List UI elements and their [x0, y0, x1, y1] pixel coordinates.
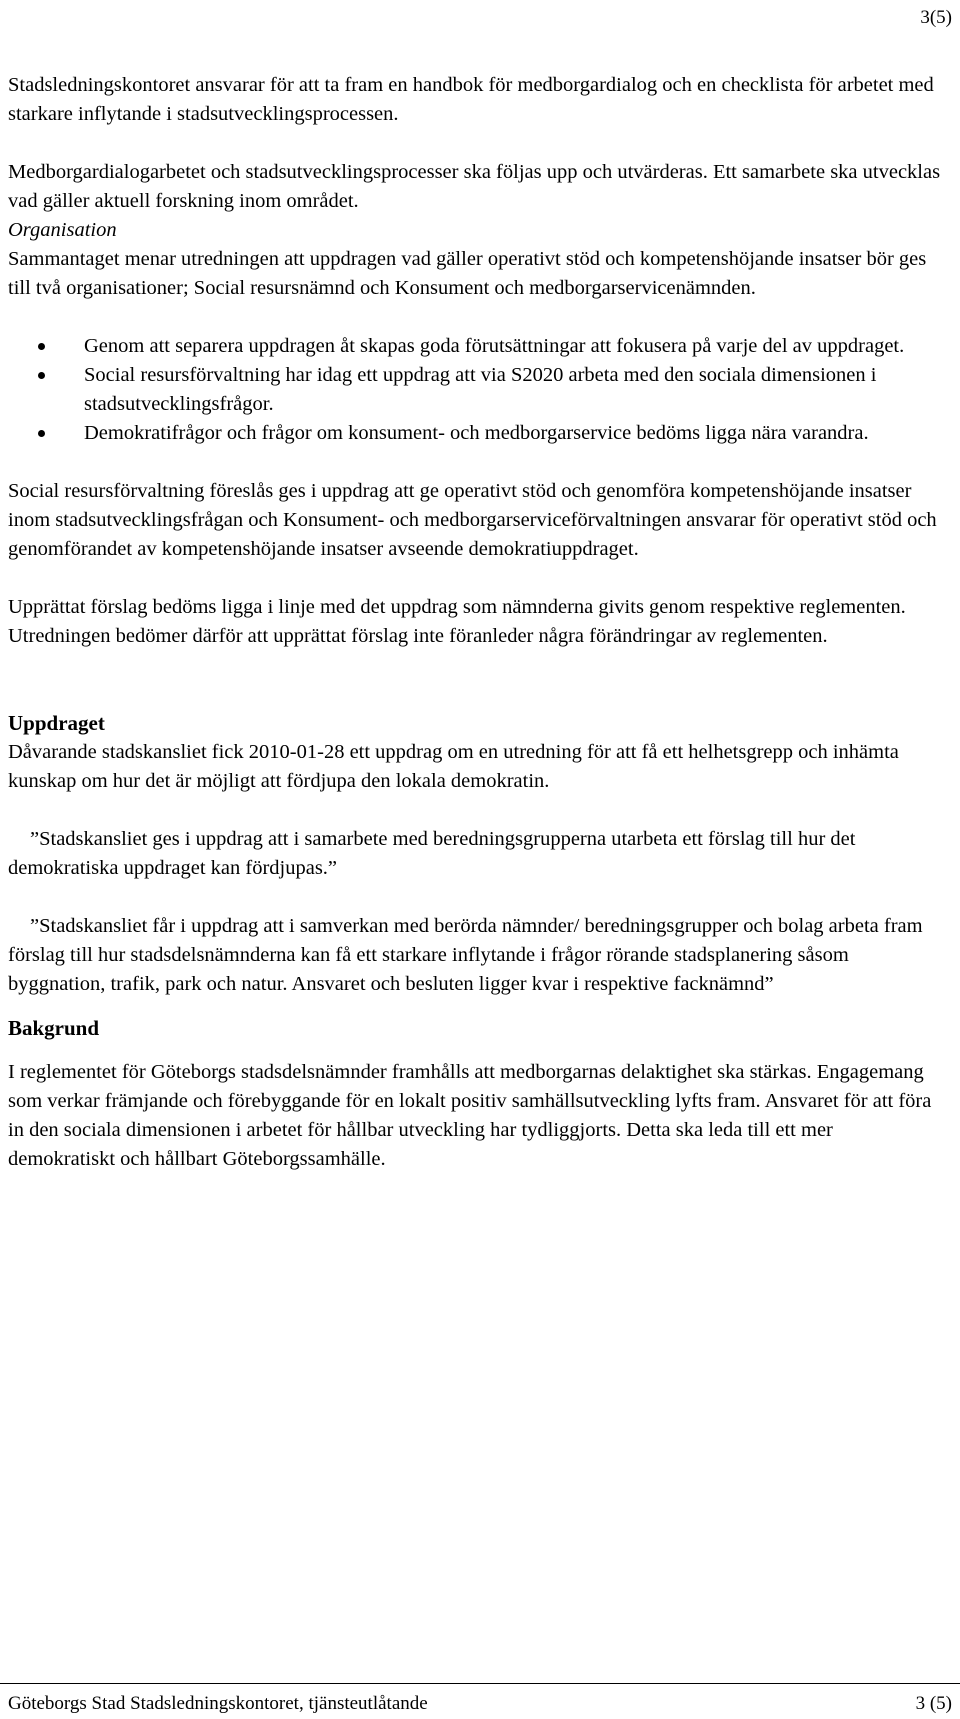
- list-item: Demokratifrågor och frågor om konsument- och medborgarservice bedöms ligga nära varandra.: [8, 419, 943, 448]
- paragraph: I reglementet för Göteborgs stadsdelsnämnder framhålls att medborgarnas delaktighet ska stärkas. Engagemang som verkar främjande och förebyggande för en lokalt positiv samhällsutveckling lyfts fram. Ansvaret för att föra in den sociala dimensionen i arbetet för hållbar utveckling har tydliggjorts. Detta ska leda till ett mer demokratiskt och hållbart Göteborgssamhälle.: [8, 1061, 932, 1170]
- paragraph: Sammantaget menar utredningen att uppdragen vad gäller operativt stöd och kompetenshöjande insatser bör ges till två organisationer; Social resursnämnd och Konsument och medborgarservicenämnden.: [8, 248, 927, 299]
- section-heading-bakgrund: Bakgrund: [8, 1016, 100, 1040]
- page-number: 3(5): [920, 7, 952, 28]
- list-item: Social resursförvaltning har idag ett uppdrag att via S2020 arbeta med den sociala dimensionen i stadsutvecklingsfrågor.: [8, 361, 943, 419]
- paragraph: Social resursförvaltning föreslås ges i uppdrag att ge operativt stöd och genomföra kompetenshöjande insatser inom stadsutvecklingsfrågan och Konsument- och medborgarserviceförvaltningen ansvarar för operativt stöd och genomförandet av kompetenshöjande insatser avseende demokratiuppdraget.: [8, 480, 937, 560]
- document-body: [8, 71, 943, 1174]
- footer-divider: [0, 1683, 960, 1684]
- quote: ”Stadskansliet får i uppdrag att i samverkan med berörda nämnder/ beredningsgrupper och bolag arbeta fram förslag till hur stadsdelsnämnderna kan få ett starkare inflytande i frågor rörande stadsplanering såsom byggnation, trafik, park och natur. Ansvaret och besluten ligger kvar i respektive facknämnd”: [8, 915, 923, 995]
- paragraph: Upprättat förslag bedöms ligga i linje med det uppdrag som nämnderna givits genom respektive reglementen. Utredningen bedömer därför att upprättat förslag inte föranleder några förändringar av reglementen.: [8, 596, 906, 647]
- footer-page-number: 3 (5): [915, 1693, 952, 1714]
- paragraph: Medborgardialogarbetet och stadsutvecklingsprocesser ska följas upp och utvärderas. Ett samarbete ska utvecklas vad gäller aktuell forskning inom området.: [8, 161, 941, 212]
- bullet-list: [8, 332, 943, 448]
- paragraph: Dåvarande stadskansliet fick 2010-01-28 ett uppdrag om en utredning för att få ett helhetsgrepp och inhämta kunskap om hur det är möjligt att fördjupa den lokala demokratin.: [8, 741, 899, 792]
- footer-text: Göteborgs Stad Stadsledningskontoret, tjänsteutlåtande: [8, 1693, 428, 1714]
- paragraph: Stadsledningskontoret ansvarar för att ta fram en handbok för medborgardialog och en checklista för arbetet med starkare inflytande i stadsutvecklingsprocessen.: [8, 74, 934, 125]
- quote: ”Stadskansliet ges i uppdrag att i samarbete med beredningsgrupperna utarbeta ett förslag till hur det demokratiska uppdraget kan fördjupas.”: [8, 828, 856, 879]
- section-heading-organisation: Organisation: [8, 219, 117, 241]
- list-item: Genom att separera uppdragen åt skapas goda förutsättningar att fokusera på varje del av uppdraget.: [8, 332, 943, 361]
- section-heading-uppdraget: Uppdraget: [8, 711, 105, 735]
